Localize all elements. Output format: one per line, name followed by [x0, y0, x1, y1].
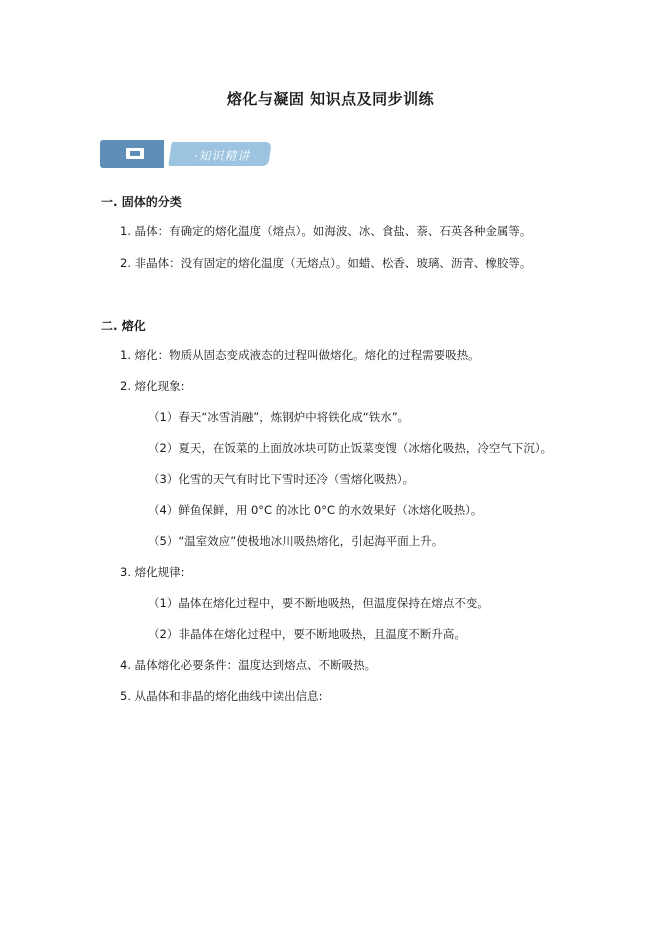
section-heading-2: 二. 熔化 — [101, 319, 146, 333]
section1-item: 2. 非晶体：没有固定的熔化温度（无熔点）。如蜡、松香、玻璃、沥青、橡胶等。 — [120, 256, 532, 270]
section2-subitem: （2）夏天，在饭菜的上面放冰块可防止饭菜变馊（冰熔化吸热，冷空气下沉）。 — [148, 441, 553, 455]
section2-subitem: （1）春天“冰雪消融”，炼钢炉中将铁化成“铁水”。 — [148, 410, 410, 424]
section2-item: 2. 熔化现象: — [120, 379, 185, 393]
section2-subitem: （4）鲜鱼保鲜，用 0°C 的冰比 0°C 的水效果好（冰熔化吸热）。 — [148, 503, 483, 517]
section2-item: 3. 熔化规律: — [120, 565, 185, 579]
banner-text: ·知识精讲 — [193, 149, 251, 163]
section2-item: 1. 熔化：物质从固态变成液态的过程叫做熔化。熔化的过程需要吸热。 — [120, 348, 480, 362]
section2-item: 5. 从晶体和非晶的熔化曲线中读出信息: — [120, 689, 323, 703]
section2-subitem: （3）化雪的天气有时比下雪时还冷（雪熔化吸热）。 — [148, 472, 415, 486]
section2-item: 4. 晶体熔化必要条件：温度达到熔点、不断吸热。 — [120, 658, 377, 672]
section1-item: 1. 晶体：有确定的熔化温度（熔点）。如海波、冰、食盐、萘、石英各种金属等。 — [120, 224, 532, 238]
section2-subitem: （5）“温室效应”使极地冰川吸热熔化，引起海平面上升。 — [148, 534, 444, 548]
computer-icon — [100, 140, 164, 168]
section2-subitem: （1）晶体在熔化过程中，要不断地吸热，但温度保持在熔点不变。 — [148, 596, 489, 610]
section-heading-1: 一. 固体的分类 — [101, 195, 182, 209]
section2-subitem: （2）非晶体在熔化过程中，要不断地吸热，且温度不断升高。 — [148, 627, 466, 641]
document-title: 熔化与凝固 知识点及同步训练 — [226, 90, 435, 108]
section-banner — [100, 140, 270, 168]
